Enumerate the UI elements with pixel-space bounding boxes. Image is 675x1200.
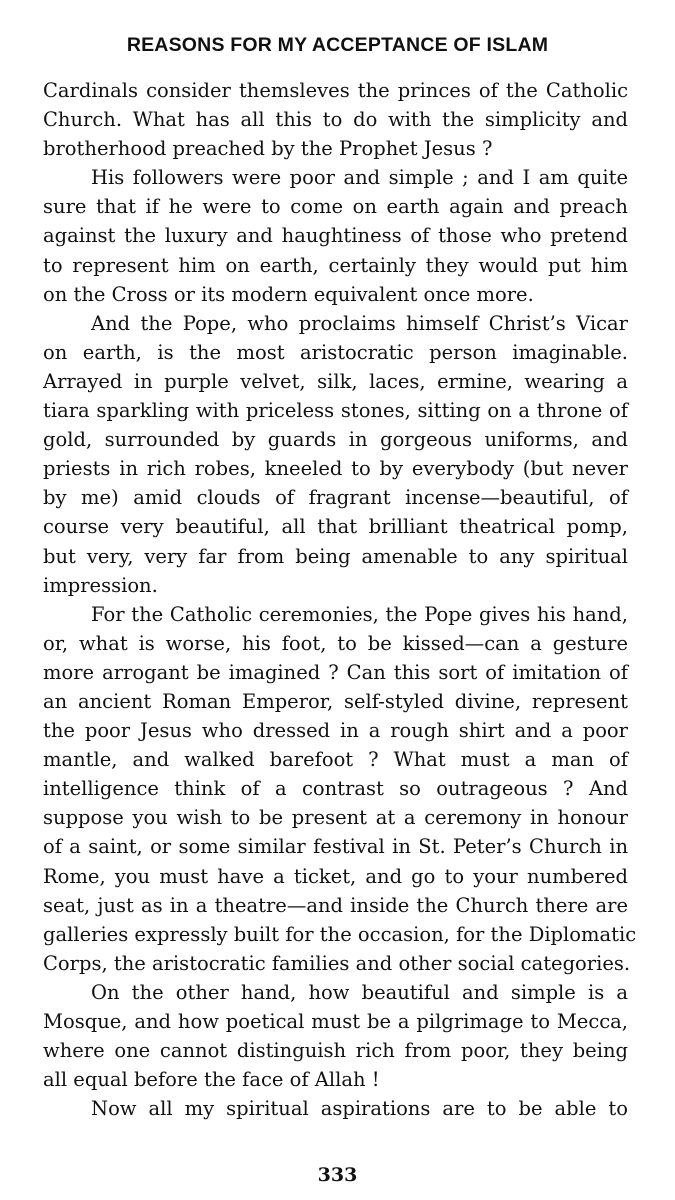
text-line: to represent him on earth, certainly they would put him [43, 253, 628, 277]
text-line: For the Catholic ceremonies, the Pope gives his hand, [91, 602, 628, 626]
text-line: priests in rich robes, kneeled to by everybody (but never [43, 457, 628, 481]
text-line: Mosque, and how poetical must be a pilgrimage to Mecca, [43, 1010, 628, 1033]
text-line: On the other hand, how beautiful and simple is a [91, 980, 628, 1004]
text-line: but very, very far from being amenable to any spiritual [43, 544, 628, 568]
text-line: Now all my spiritual aspirations are to be able to [91, 1097, 628, 1121]
text-line: galleries expressly built for the occasion, for the Diplomatic [43, 922, 637, 946]
text-line: Rome, you must have a ticket, and go to your numbered [43, 864, 628, 888]
text-line: or, what is worse, his foot, to be kissed—can a gesture [43, 631, 628, 655]
text-line: tiara sparkling with priceless stones, sitting on a throne of [43, 399, 628, 423]
text-line: where one cannot distinguish rich from poor, they being [43, 1039, 628, 1063]
text-line: of a saint, or some similar festival in St. Peter’s Church in [43, 835, 628, 859]
text-line: mantle, and walked barefoot ? What must a man of [43, 748, 628, 772]
text-line: an ancient Roman Emperor, self-styled divine, represent [43, 689, 628, 713]
page-number: 333 [317, 1164, 358, 1186]
text-line: against the luxury and haughtiness of those who pretend [43, 224, 628, 248]
text-line: Corps, the aristocratic families and other social categories. [43, 951, 631, 975]
text-line: Cardinals consider themsleves the princes of the Catholic [43, 79, 628, 102]
text-line: seat, just as in a theatre—and inside the Church there are [43, 893, 628, 917]
text-line: by me) amid clouds of fragrant incense—beautiful, of [43, 486, 628, 510]
running-head: REASONS FOR MY ACCEPTANCE OF ISLAM [126, 34, 549, 56]
text-line: on earth, is the most aristocratic person imaginable. [43, 340, 628, 364]
text-line: all equal before the face of Allah ! [43, 1068, 380, 1092]
text-line: suppose you wish to be present at a ceremony in honour [43, 806, 628, 830]
text-line: intelligence think of a contrast so outrageous ? And [43, 777, 628, 801]
text-line: impression. [43, 573, 158, 597]
text-line: brotherhood preached by the Prophet Jesus ? [43, 137, 493, 161]
text-line: the poor Jesus who dressed in a rough shirt and a poor [43, 719, 628, 743]
text-line: on the Cross or its modern equivalent once more. [43, 282, 534, 306]
body-text [43, 76, 637, 1123]
text-line: course very beautiful, all that brilliant theatrical pomp, [43, 515, 628, 539]
text-line: more arrogant be imagined ? Can this sort of imitation of [43, 660, 628, 684]
text-line: sure that if he were to come on earth again and preach [43, 195, 628, 219]
text-line: gold, surrounded by guards in gorgeous uniforms, and [43, 428, 628, 452]
text-line: His followers were poor and simple ; and I am quite [91, 166, 628, 190]
text-line: Arrayed in purple velvet, silk, laces, ermine, wearing a [43, 369, 628, 393]
text-line: Church. What has all this to do with the simplicity and [43, 108, 628, 132]
text-line: And the Pope, who proclaims himself Christ’s Vicar [91, 311, 628, 335]
